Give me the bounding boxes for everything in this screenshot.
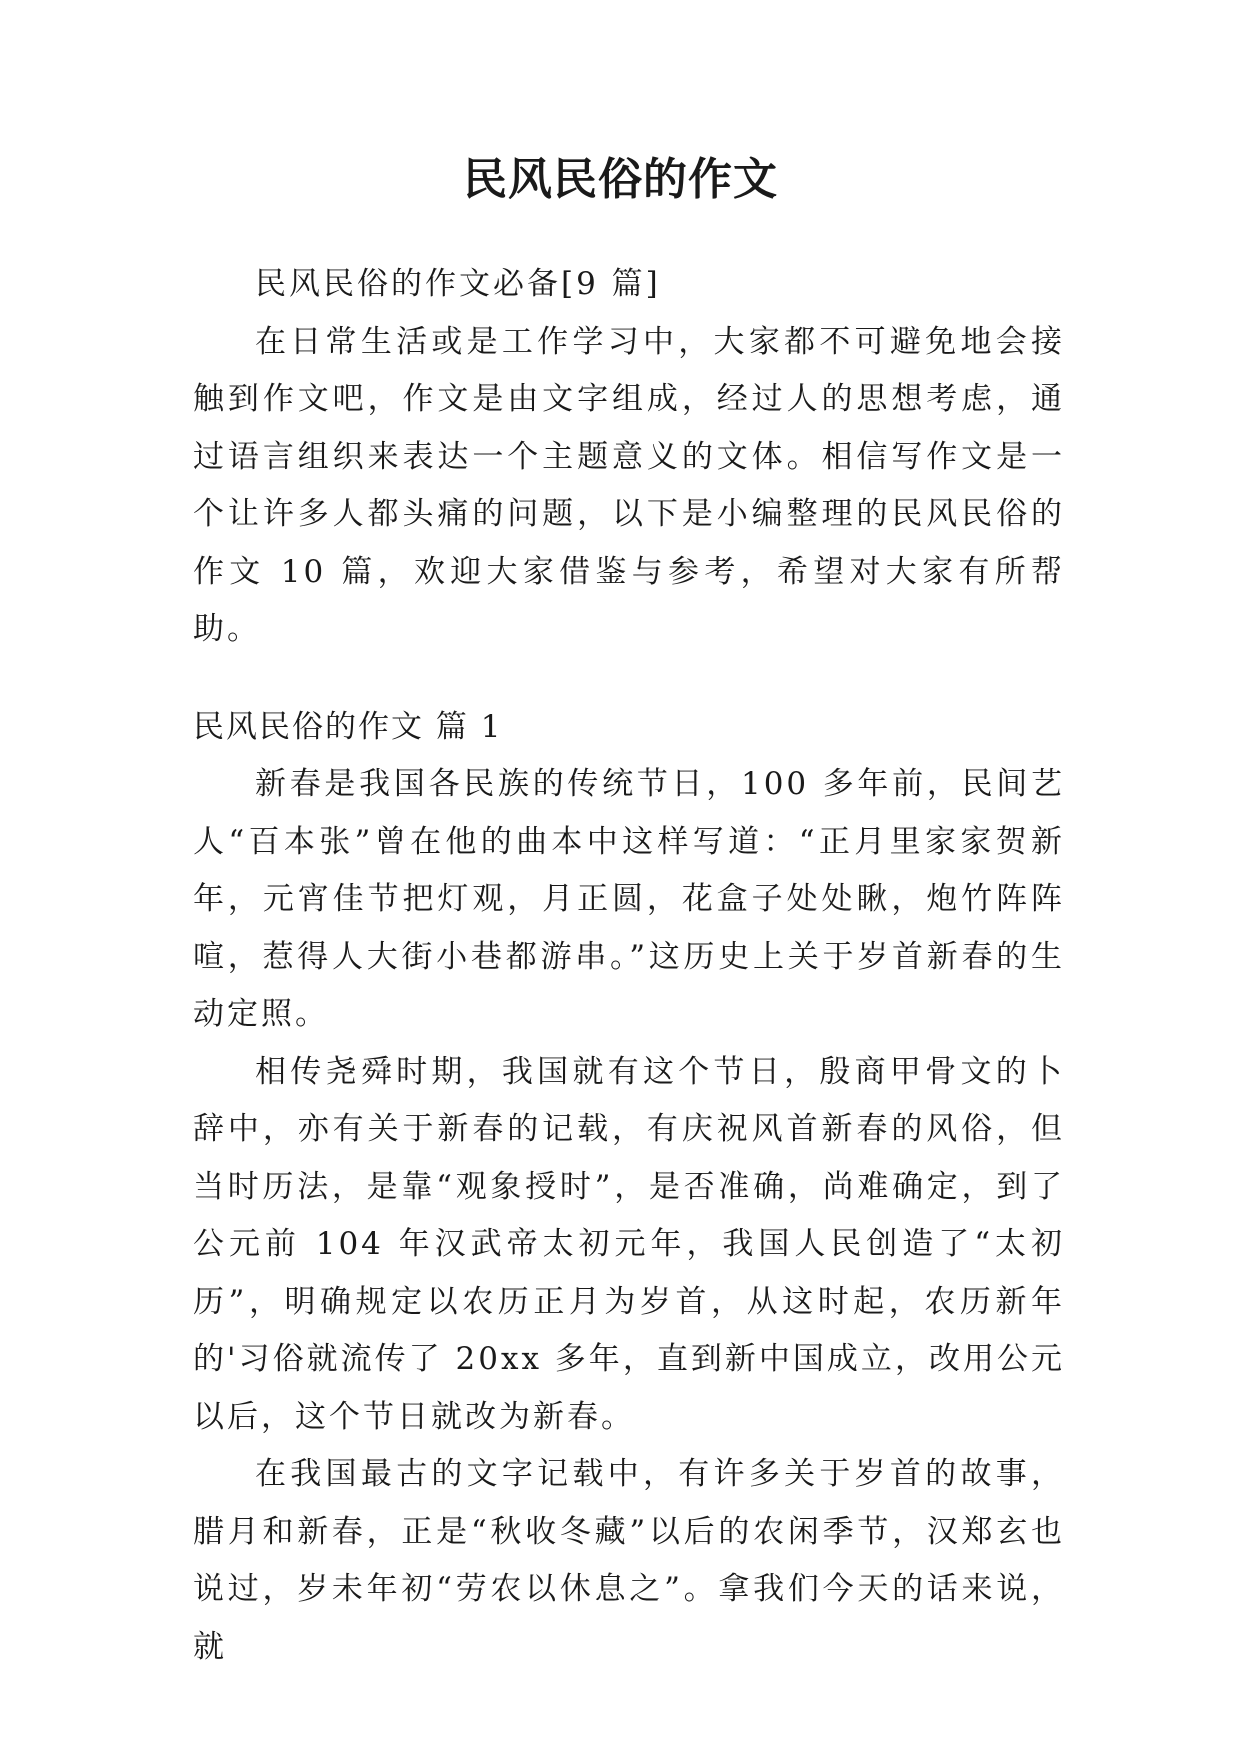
document-body bbox=[193, 256, 1065, 1676]
section-spacer bbox=[193, 659, 1065, 699]
intro-paragraph: 在日常生活或是工作学习中，大家都不可避免地会接触到作文吧，作文是由文字组成，经过人的思想考虑，通过语言组织来表达一个主题意义的文体。相信写作文是一个让许多人都头痛的问题，以下是小编整理的民风民俗的作文 10 篇，欢迎大家借鉴与参考，希望对大家有所帮助。 bbox=[193, 323, 1065, 647]
section-paragraph-2: 相传尧舜时期，我国就有这个节日，殷商甲骨文的卜辞中，亦有关于新春的记载，有庆祝风首新春的风俗，但当时历法，是靠“观象授时”，是否准确，尚难确定，到了公元前 104 年汉武帝太初元年，我国人民创造了“太初历”，明确规定以农历正月为岁首，从这时起，农历新年的'习俗就流传了 20xx 多年，直到新中国成立，改用公元以后，这个节日就改为新春。 bbox=[193, 1053, 1065, 1435]
section-paragraph-1: 新春是我国各民族的传统节日，100 多年前，民间艺人“百本张”曾在他的曲本中这样写道：“正月里家家贺新年，元宵佳节把灯观，月正圆，花盒子处处瞅，炮竹阵阵喧，惹得人大街小巷都游串。”这历史上关于岁首新春的生动定照。 bbox=[193, 766, 1065, 1032]
section-paragraph-3: 在我国最古的文字记载中，有许多关于岁首的故事，腊月和新春，正是“秋收冬藏”以后的农闲季节，汉郑玄也说过，岁未年初“劳农以休息之”。拿我们今天的话来说，就 bbox=[193, 1456, 1065, 1665]
document-subtitle: 民风民俗的作文必备[9 篇] bbox=[255, 266, 661, 302]
section-heading: 民风民俗的作文 篇 1 bbox=[193, 708, 503, 745]
document-title: 民风民俗的作文 bbox=[463, 154, 778, 205]
